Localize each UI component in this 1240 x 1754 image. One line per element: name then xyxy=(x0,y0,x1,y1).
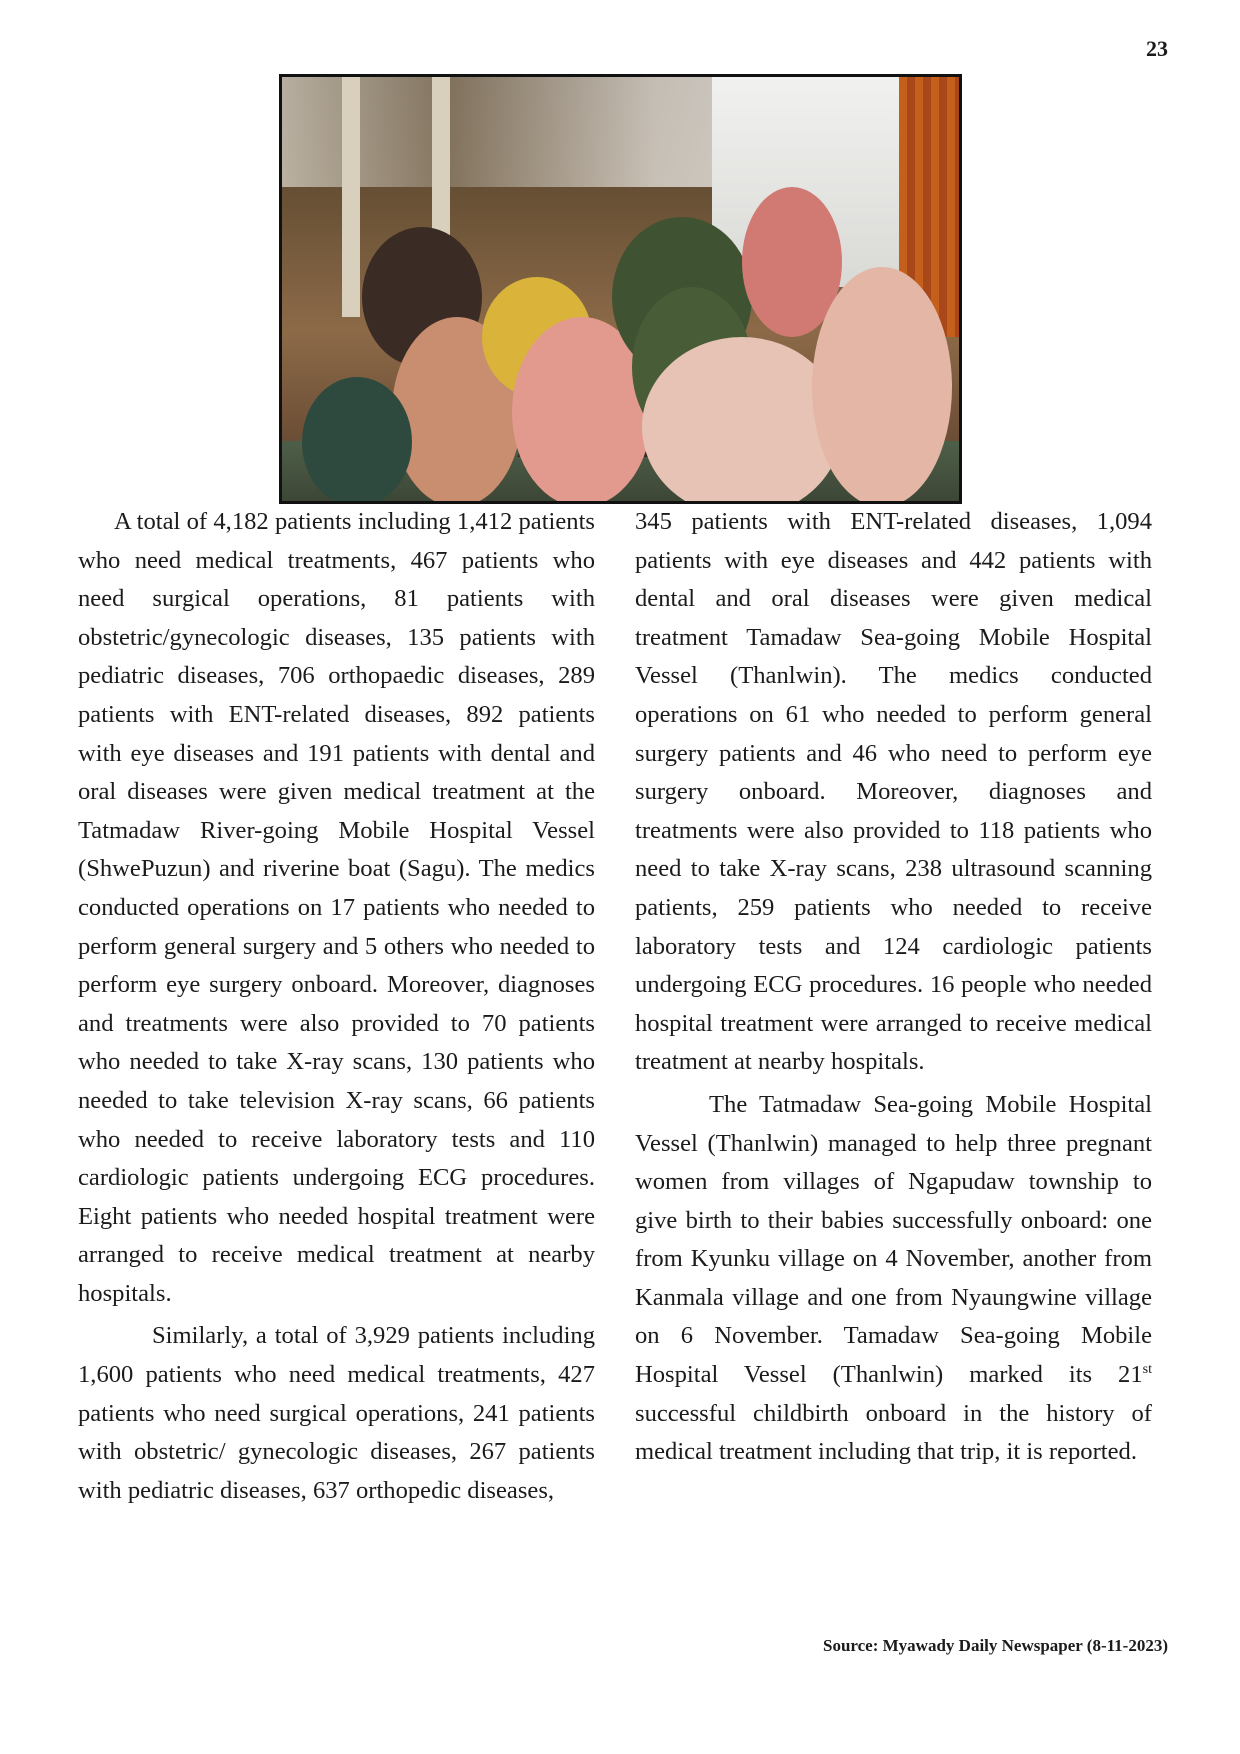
paragraph-text: The Tatmadaw Sea-going Mobile Hospital Vessel (Thanlwin) managed to help three pregnant women from villages of Ngapudaw township to give birth to their babies successfully onboard: one from Kyunku village on 4 November, another from Kanmala village and one from Nyaungwine village on 6 November. Tamadaw Sea-going Mobile Hospital Vessel (Thanlwin) marked its 21 xyxy=(635,1090,1152,1389)
paragraph-text: successful childbirth onboard in the history of medical treatment including that trip, it is reported. xyxy=(635,1399,1152,1466)
left-column xyxy=(78,503,595,1510)
photo-pole xyxy=(342,77,360,317)
article-paragraph: Similarly, a total of 3,929 patients including 1,600 patients who need medical treatments, 427 patients who need surgical operations, 241 patients with obstetric/ gynecologic diseases, 267 patients with pediatric diseases, 637 orthopedic diseases, xyxy=(78,1322,595,1504)
article-paragraph: 345 patients with ENT-related diseases, 1,094 patients with eye diseases and 442 patients with dental and oral diseases were given medical treatment Tamadaw Sea-going Mobile Hospital Vessel (Thanlwin). The medics conducted operations on 61 who needed to perform general surgery patients and 46 who need to perform eye surgery onboard. Moreover, diagnoses and treatments were also provided to 118 patients who need to take X-ray scans, 238 ultrasound scanning patients, 259 patients who needed to receive laboratory tests and 124 cardiologic patients undergoing ECG procedures. 16 people who needed hospital treatment were arranged to receive medical treatment at nearby hospitals. xyxy=(635,508,1152,1076)
page-number: 23 xyxy=(1146,36,1168,61)
source-credit: Source: Myawady Daily Newspaper (8-11-2023) xyxy=(822,1636,1168,1655)
news-photo xyxy=(279,74,962,504)
photo-person xyxy=(302,377,412,504)
article-paragraph: A total of 4,182 patients including 1,412 patients who need medical treatments, 467 patients who need surgical operations, 81 patients with obstetric/gynecologic diseases, 135 patients with pediatric diseases, 706 orthopaedic diseases, 289 patients with ENT-related diseases, 892 patients with eye diseases and 191 patients with dental and oral diseases were given medical treatment at the Tatmadaw River-going Mobile Hospital Vessel (ShwePuzun) and riverine boat (Sagu). The medics conducted operations on 17 patients who needed to perform general surgery and 5 others who needed to perform eye surgery onboard. Moreover, diagnoses and treatments were also provided to 70 patients who needed to take X-ray scans, 130 patients who needed to take television X-ray scans, 66 patients who needed to receive laboratory tests and 110 cardiologic patients undergoing ECG procedures. Eight patients who needed hospital treatment were arranged to receive medical treatment at nearby hospitals. xyxy=(78,508,595,1307)
right-column xyxy=(635,503,1152,1472)
photo-person xyxy=(812,267,952,504)
ordinal-superscript: st xyxy=(1142,1361,1152,1377)
photo-person xyxy=(642,337,842,504)
article-paragraph xyxy=(635,1086,1152,1472)
